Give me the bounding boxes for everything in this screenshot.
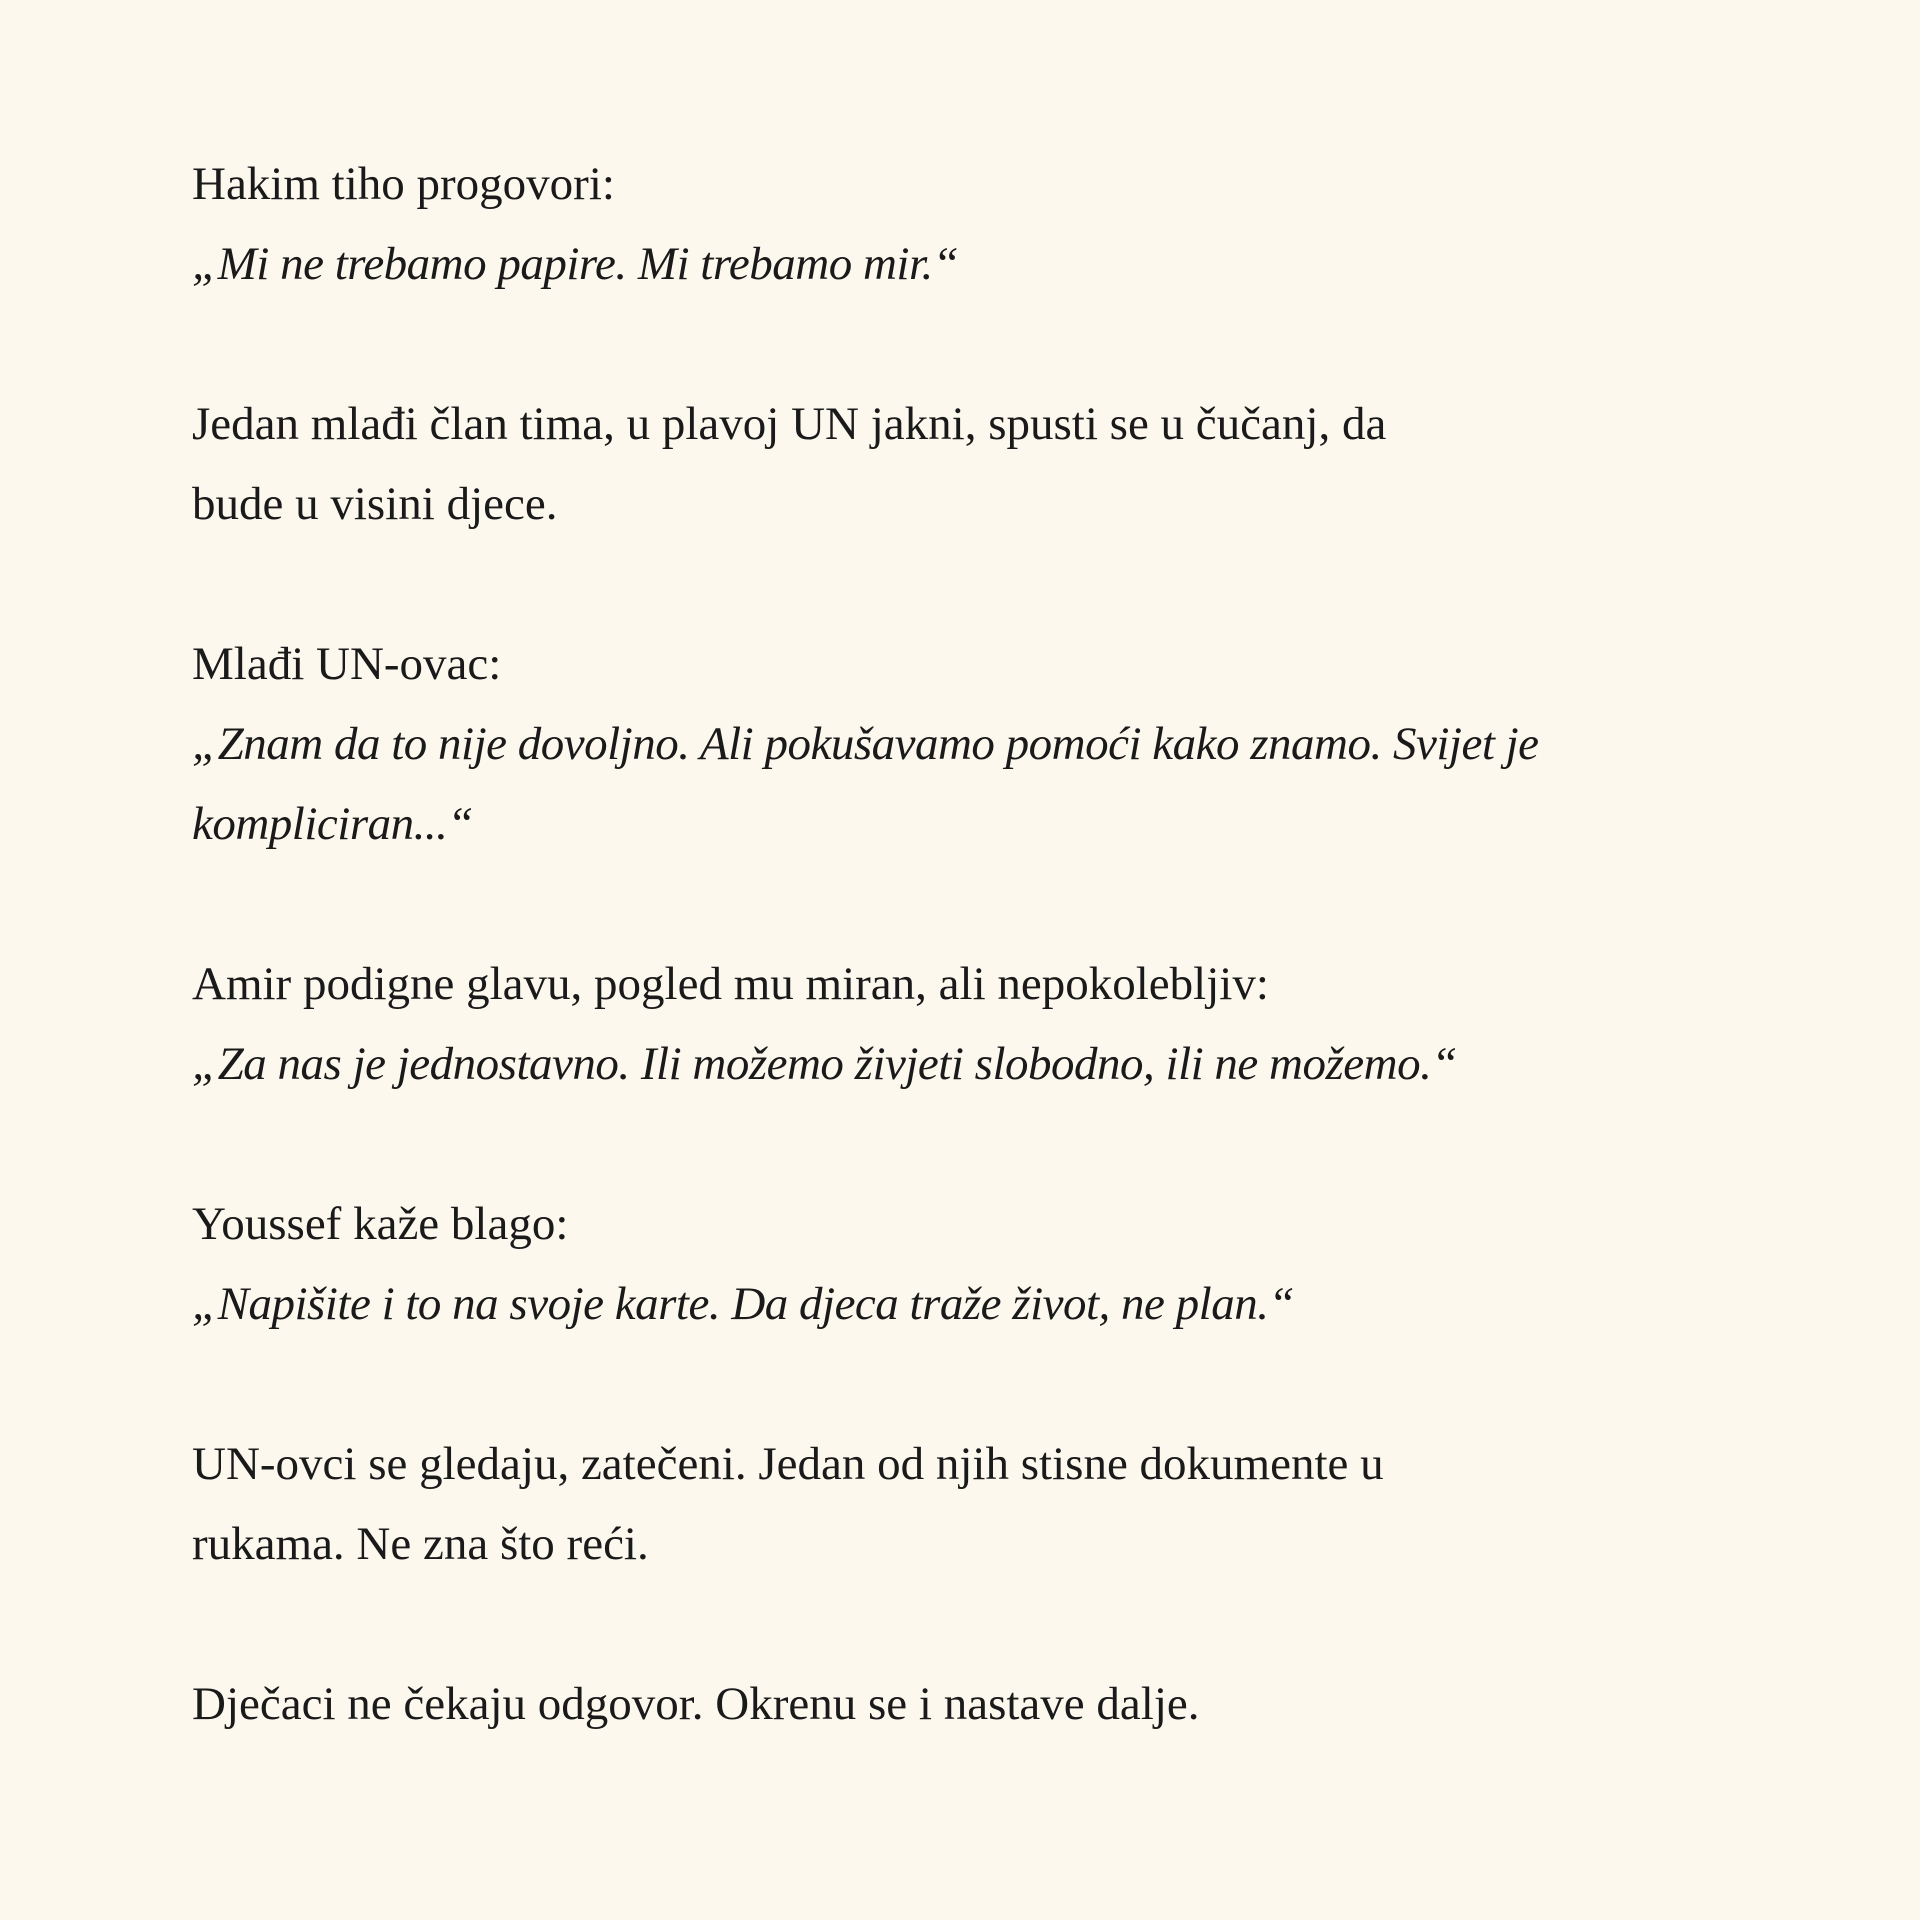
dialogue-line: kompliciran...“ [192, 798, 474, 850]
narration-line: Amir podigne glavu, pogled mu miran, ali nepokolebljiv: [192, 958, 1269, 1010]
narration-line: Dječaci ne čekaju odgovor. Okrenu se i nastave dalje. [192, 1678, 1200, 1730]
paragraph [192, 624, 1800, 864]
dialogue-line: „Znam da to nije dovoljno. Ali pokušavamo pomoći kako znamo. Svijet je [192, 718, 1539, 770]
paragraph [192, 1664, 1800, 1744]
dialogue-line: „Napišite i to na svoje karte. Da djeca traže život, ne plan.“ [192, 1278, 1295, 1330]
dialogue-line: „Za nas je jednostavno. Ili možemo živjeti slobodno, ili ne možemo.“ [192, 1038, 1457, 1090]
narration-line: bude u visini djece. [192, 478, 558, 530]
dialogue-line: „Mi ne trebamo papire. Mi trebamo mir.“ [192, 238, 959, 290]
narration-line: Jedan mlađi član tima, u plavoj UN jakni, spusti se u čučanj, da [192, 398, 1387, 450]
paragraph [192, 1424, 1800, 1584]
narration-line: UN-ovci se gledaju, zatečeni. Jedan od njih stisne dokumente u [192, 1438, 1384, 1490]
paragraph [192, 384, 1800, 544]
paragraph [192, 1184, 1800, 1344]
narration-line: Youssef kaže blago: [192, 1198, 569, 1250]
narration-line: rukama. Ne zna što reći. [192, 1518, 649, 1570]
story-page [192, 144, 1800, 1824]
narration-line: Hakim tiho progovori: [192, 158, 615, 210]
narration-line: Mlađi UN-ovac: [192, 638, 502, 690]
paragraph [192, 944, 1800, 1104]
paragraph [192, 144, 1800, 304]
